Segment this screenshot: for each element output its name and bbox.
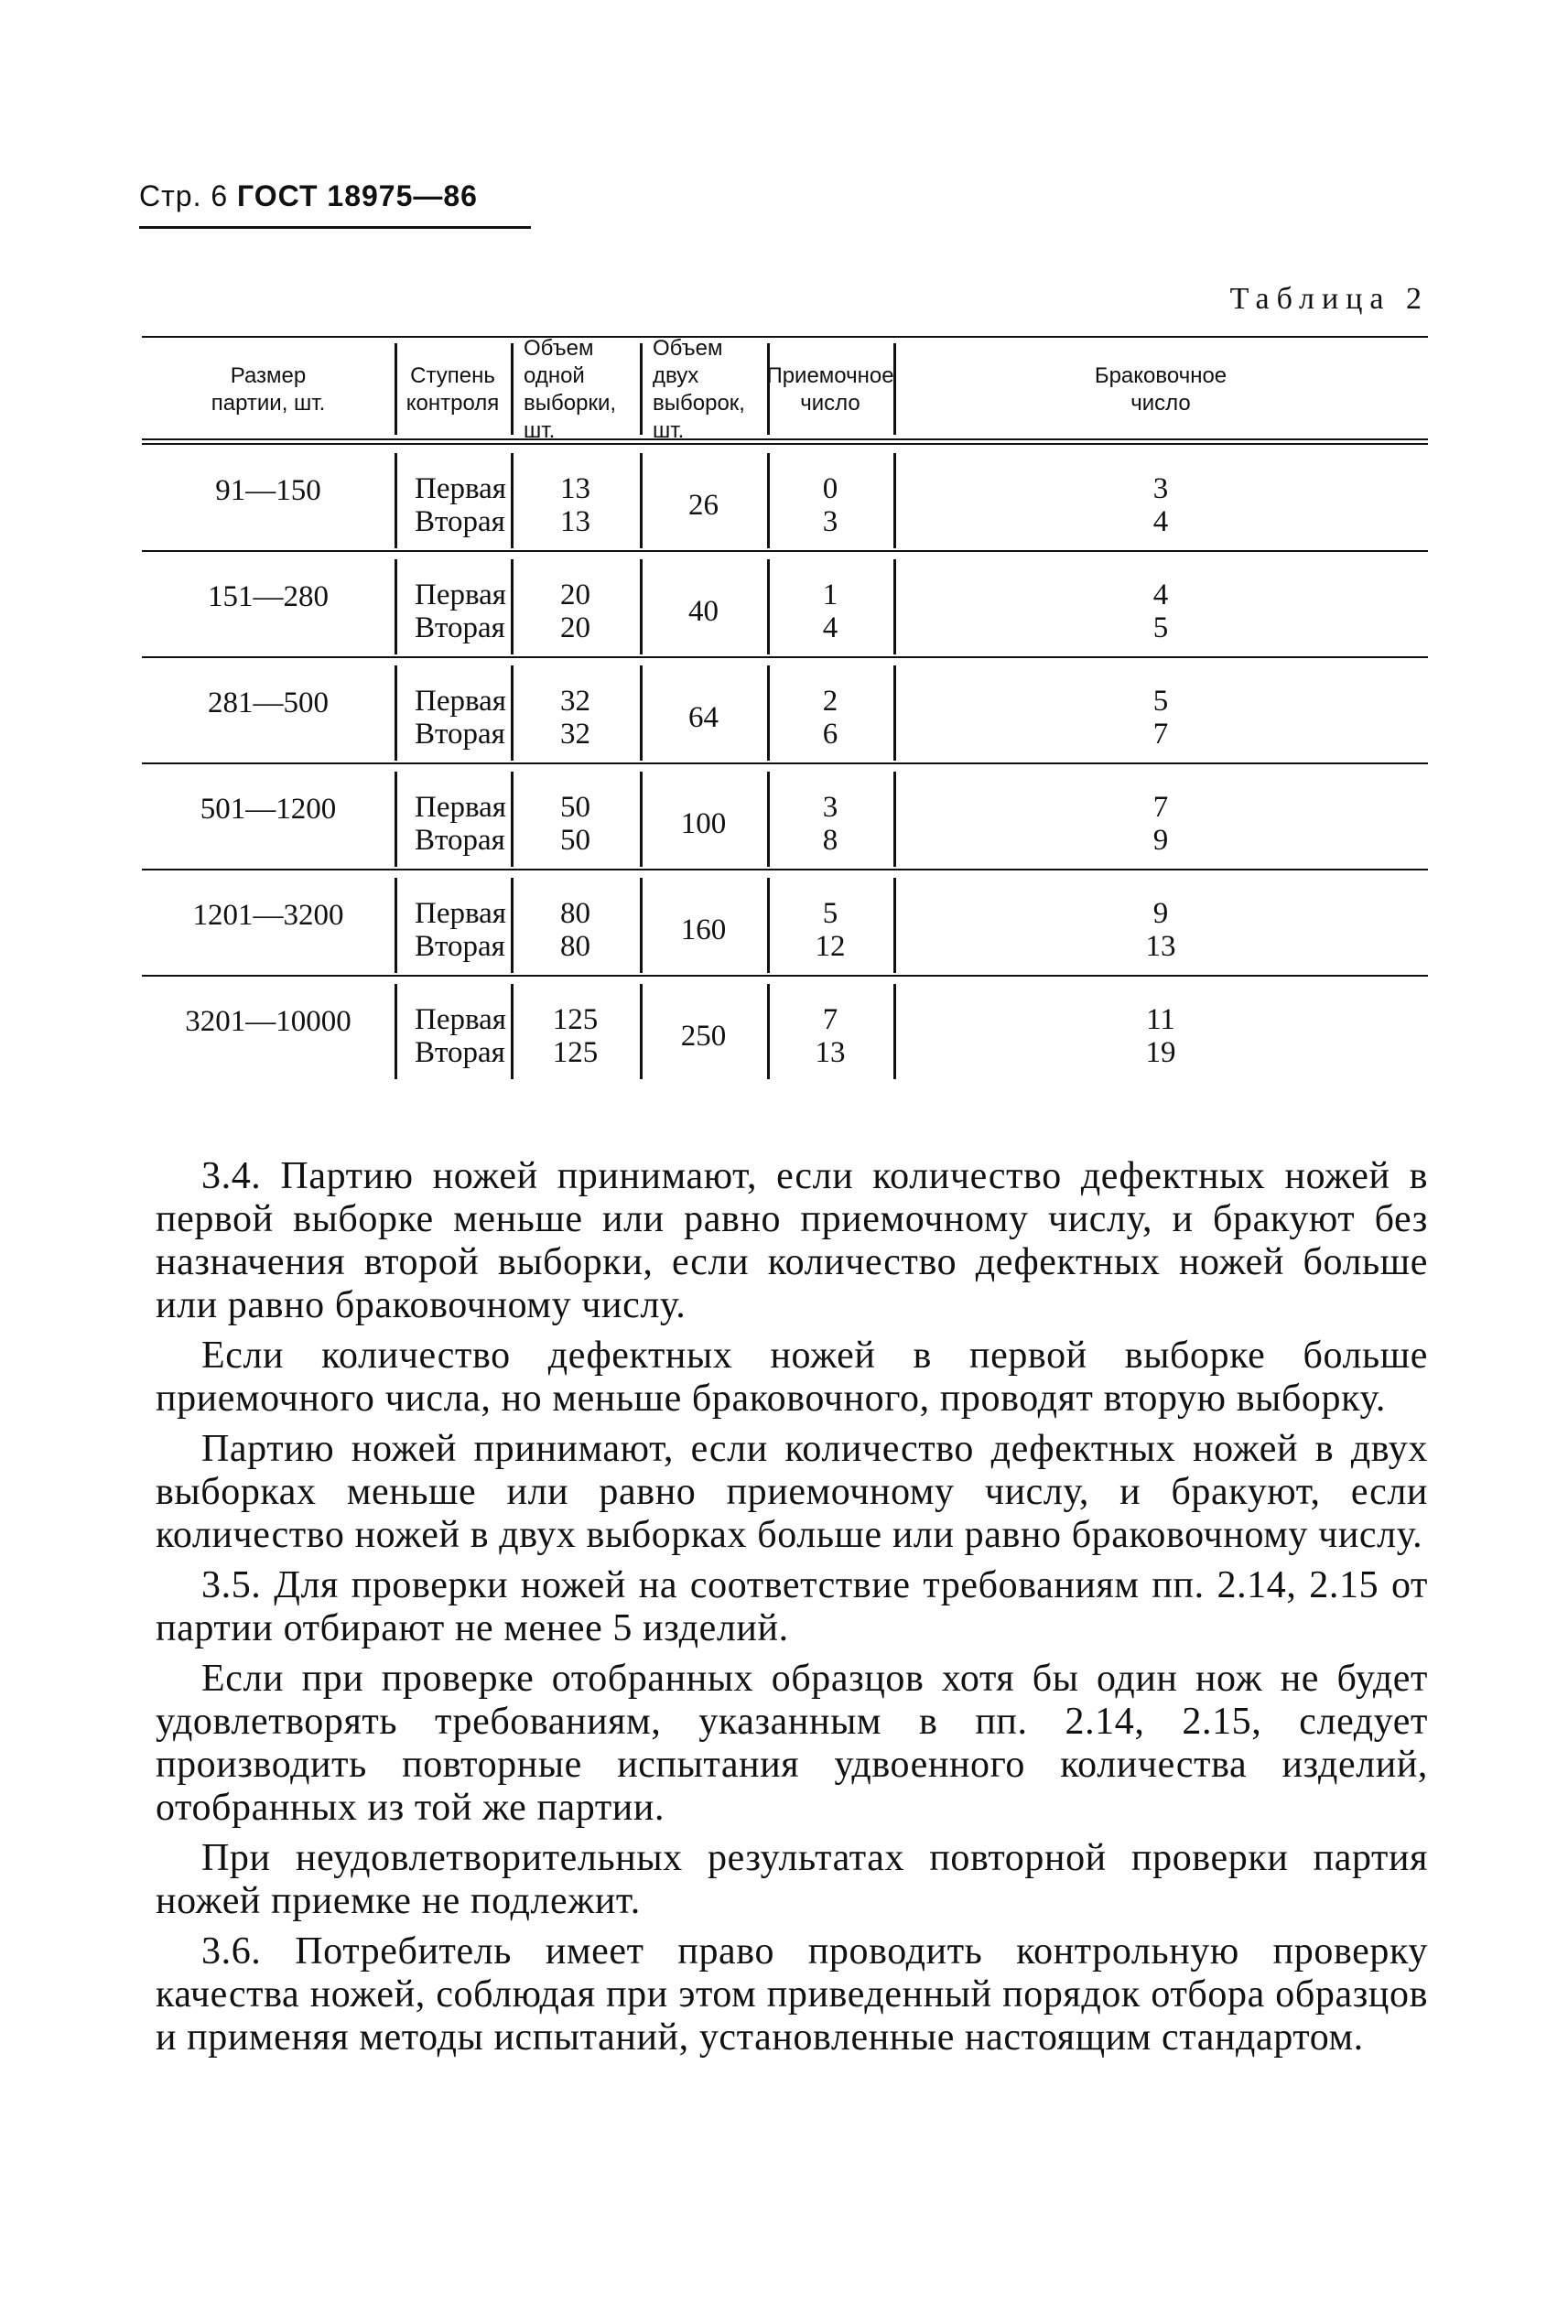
single-sample-size: 80 bbox=[560, 930, 590, 963]
row-rule bbox=[142, 869, 1428, 870]
column-header-line: Размер bbox=[230, 363, 307, 388]
column-header-line: Ступень bbox=[410, 363, 495, 388]
header-column-separator bbox=[767, 343, 770, 435]
column-header-line: Объем одной bbox=[524, 336, 594, 388]
double-sample-size: 26 bbox=[688, 489, 719, 522]
control-stage: Первая bbox=[415, 578, 506, 611]
column-header-line: Приемочное bbox=[766, 363, 894, 388]
lot-size: 151—280 bbox=[208, 580, 329, 613]
rejection-number: 7 bbox=[1152, 791, 1169, 824]
acceptance-number: 4 bbox=[822, 611, 838, 644]
header-column-separator bbox=[893, 343, 896, 435]
single-sample-size: 125 bbox=[552, 1036, 599, 1069]
single-sample-size: 80 bbox=[560, 897, 590, 930]
single-sample-size: 13 bbox=[560, 472, 590, 505]
column-header-line: контроля bbox=[406, 391, 500, 416]
column-separator bbox=[395, 453, 397, 548]
rejection-number: 4 bbox=[1152, 505, 1169, 538]
acceptance-number: 8 bbox=[822, 824, 838, 857]
single-sample-size: 32 bbox=[560, 718, 590, 751]
control-stage: Вторая bbox=[415, 824, 505, 857]
gost-number: ГОСТ 18975—86 bbox=[237, 179, 478, 212]
column-header bbox=[897, 347, 1424, 433]
double-sample-size: 250 bbox=[680, 1020, 727, 1053]
control-stage: Первая bbox=[415, 1003, 506, 1036]
paragraph: Партию ножей принимают, если количество дефектных ножей в двух выборках меньше или равно приемочному числу, и бракуют, если количество ножей в двух выборках больше или равно браковочному числу. bbox=[156, 1428, 1428, 1556]
column-header bbox=[514, 336, 636, 443]
acceptance-number: 1 bbox=[822, 578, 838, 611]
rejection-number: 9 bbox=[1152, 824, 1169, 857]
rejection-number: 5 bbox=[1152, 611, 1169, 644]
column-separator bbox=[395, 559, 397, 654]
acceptance-number: 3 bbox=[822, 505, 838, 538]
single-sample-size: 13 bbox=[560, 505, 590, 538]
control-stage: Первая bbox=[415, 472, 506, 505]
table-2 bbox=[142, 336, 1428, 1086]
column-header-line: Объем двух bbox=[653, 336, 723, 388]
header-column-separator bbox=[395, 343, 397, 435]
control-stage: Вторая bbox=[415, 611, 505, 644]
row-rule bbox=[142, 656, 1428, 658]
column-header-line: партии, шт. bbox=[211, 391, 326, 416]
paragraph: 3.6. Потребитель имеет право проводить контрольную проверку качества ножей, соблюдая при этом приведенный порядок отбора образцов и применяя методы испытаний, установленные настоящим стандартом. bbox=[156, 1930, 1428, 2059]
table-top-rule bbox=[142, 336, 1428, 338]
rejection-number: 7 bbox=[1152, 718, 1169, 751]
rejection-number: 19 bbox=[1145, 1036, 1176, 1069]
acceptance-number: 5 bbox=[822, 897, 838, 930]
control-stage: Первая bbox=[415, 791, 506, 824]
paragraph: При неудовлетворительных результатах повторной проверки партия ножей приемке не подлежит. bbox=[156, 1837, 1428, 1922]
double-sample-size: 64 bbox=[688, 701, 719, 734]
header-column-separator bbox=[511, 343, 514, 435]
rejection-number: 4 bbox=[1152, 578, 1169, 611]
rejection-number: 11 bbox=[1146, 1003, 1175, 1036]
column-header bbox=[398, 347, 507, 433]
paragraph: Если при проверке отобранных образцов хотя бы один нож не будет удовлетворять требованиям, указанным в пп. 2.14, 2.15, следует производить повторные испытания удвоенного количества изделий, отобранных из той же партии. bbox=[156, 1658, 1428, 1829]
column-header-line: число bbox=[800, 391, 860, 416]
double-sample-size: 160 bbox=[680, 913, 727, 946]
single-sample-size: 32 bbox=[560, 685, 590, 718]
rejection-number: 13 bbox=[1145, 930, 1176, 963]
page-header bbox=[139, 179, 478, 213]
row-rule bbox=[142, 762, 1428, 764]
acceptance-number: 0 bbox=[822, 472, 838, 505]
table-title: Таблица 2 bbox=[1229, 282, 1429, 316]
control-stage: Первая bbox=[415, 897, 506, 930]
row-rule bbox=[142, 550, 1428, 552]
single-sample-size: 50 bbox=[560, 824, 590, 857]
single-sample-size: 125 bbox=[552, 1003, 599, 1036]
body-text bbox=[156, 1155, 1428, 2067]
control-stage: Вторая bbox=[415, 505, 505, 538]
acceptance-number: 2 bbox=[822, 685, 838, 718]
column-header-line: выборки, шт. bbox=[524, 391, 617, 443]
column-separator bbox=[395, 665, 397, 761]
rejection-number: 5 bbox=[1152, 685, 1169, 718]
lot-size: 501—1200 bbox=[200, 793, 337, 826]
acceptance-number: 6 bbox=[822, 718, 838, 751]
column-header bbox=[643, 336, 763, 443]
header-column-separator bbox=[640, 343, 643, 435]
control-stage: Вторая bbox=[415, 718, 505, 751]
control-stage: Вторая bbox=[415, 930, 505, 963]
lot-size: 1201—3200 bbox=[192, 899, 344, 932]
single-sample-size: 20 bbox=[560, 611, 590, 644]
paragraph: Если количество дефектных ножей в первой выборке больше приемочного числа, но меньше браковочного, проводят вторую выборку. bbox=[156, 1335, 1428, 1420]
column-header-line: Браковочное bbox=[1094, 363, 1227, 388]
column-header-line: выборок, шт. bbox=[653, 391, 745, 443]
lot-size: 281—500 bbox=[208, 686, 329, 719]
header-rule bbox=[139, 226, 531, 229]
acceptance-number: 3 bbox=[822, 791, 838, 824]
rejection-number: 9 bbox=[1152, 897, 1169, 930]
column-separator bbox=[395, 984, 397, 1079]
double-sample-size: 40 bbox=[688, 595, 719, 628]
page-label: Стр. 6 bbox=[139, 179, 229, 212]
row-rule bbox=[142, 975, 1428, 977]
column-separator bbox=[395, 772, 397, 867]
header-double-rule bbox=[142, 443, 1428, 445]
column-separator bbox=[395, 878, 397, 973]
paragraph: 3.5. Для проверки ножей на соответствие требованиям пп. 2.14, 2.15 от партии отбирают не менее 5 изделий. bbox=[156, 1564, 1428, 1649]
lot-size: 3201—10000 bbox=[185, 1005, 351, 1038]
column-header bbox=[766, 347, 894, 433]
acceptance-number: 12 bbox=[815, 930, 846, 963]
control-stage: Первая bbox=[415, 685, 506, 718]
control-stage: Вторая bbox=[415, 1036, 505, 1069]
column-header bbox=[146, 347, 391, 433]
lot-size: 91—150 bbox=[215, 474, 321, 507]
paragraph: 3.4. Партию ножей принимают, если количество дефектных ножей в первой выборке меньше или равно приемочному числу, и бракуют без назначения второй выборки, если количество дефектных ножей больше или равно браковочному числу. bbox=[156, 1155, 1428, 1326]
single-sample-size: 20 bbox=[560, 578, 590, 611]
single-sample-size: 50 bbox=[560, 791, 590, 824]
column-header-line: число bbox=[1130, 391, 1191, 416]
header-double-rule bbox=[142, 438, 1428, 440]
acceptance-number: 13 bbox=[815, 1036, 846, 1069]
rejection-number: 3 bbox=[1152, 472, 1169, 505]
acceptance-number: 7 bbox=[822, 1003, 838, 1036]
double-sample-size: 100 bbox=[680, 807, 727, 840]
